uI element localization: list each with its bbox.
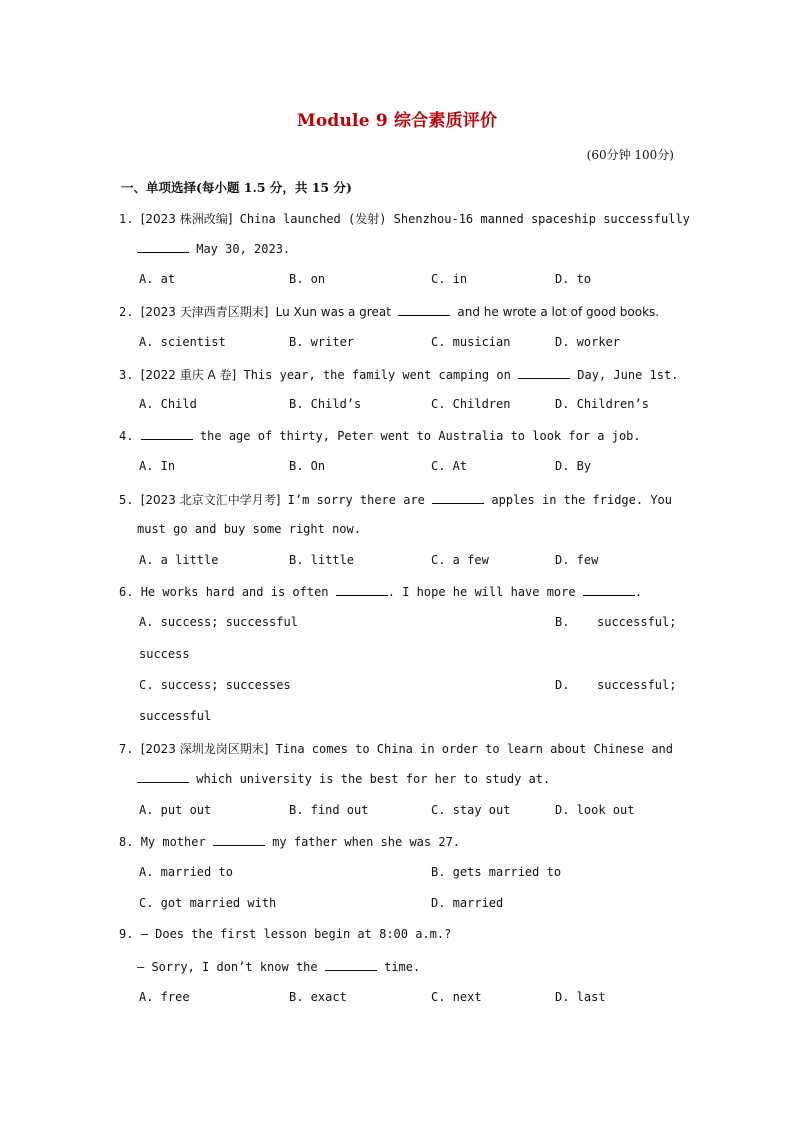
answer-blank[interactable] <box>336 584 388 596</box>
option-b[interactable]: B. Child’s <box>289 397 362 411</box>
option-c[interactable]: C. success; successes <box>139 678 291 692</box>
question-text: This year, the family went camping on <box>243 368 511 382</box>
question-text: my father when she was 27. <box>272 835 461 849</box>
option-d-continued: successful <box>139 709 212 723</box>
question-9-continued <box>137 959 420 974</box>
option-b[interactable]: B. find out <box>289 803 369 817</box>
question-text: Day, June 1st. <box>577 368 679 382</box>
question-text: My mother <box>140 835 206 849</box>
option-b[interactable]: B. exact <box>289 990 347 1004</box>
question-8 <box>119 834 460 849</box>
option-a[interactable]: A. put out <box>139 803 212 817</box>
option-c[interactable]: C. next <box>431 990 482 1004</box>
question-number: 7. <box>119 742 134 756</box>
page-title: Module 9 综合素质评价 <box>296 111 498 131</box>
option-d[interactable]: D. last <box>555 990 606 1004</box>
question-source: [2023 株洲改编] <box>140 212 233 226</box>
question-text: Tina comes to China in order to learn about Chinese and <box>275 742 673 756</box>
option-b-letter[interactable]: B. <box>555 615 570 629</box>
question-text: China launched (发射) Shenzhou-16 manned spaceship successfully <box>239 212 690 226</box>
option-a[interactable]: A. at <box>139 272 176 286</box>
question-source: [2022 重庆 A 卷] <box>140 368 237 382</box>
option-c[interactable]: C. stay out <box>431 803 511 817</box>
question-5-continued: must go and buy some right now. <box>137 522 361 536</box>
question-source: [2023 深圳龙岗区期末] <box>140 742 269 756</box>
section-heading: 一、单项选择(每小题 1.5 分，共 15 分) <box>121 180 352 195</box>
time-score-info: (60分钟 100分) <box>586 148 674 162</box>
option-b[interactable]: B. on <box>289 272 326 286</box>
option-c[interactable]: C. got married with <box>139 896 277 910</box>
question-text: and he wrote a lot of good books. <box>457 305 660 319</box>
question-2 <box>119 303 659 320</box>
question-7-continued <box>137 771 550 786</box>
option-b[interactable]: B. gets married to <box>431 865 562 879</box>
question-text: time. <box>384 960 421 974</box>
option-d[interactable]: successful; <box>597 678 677 692</box>
question-7 <box>119 740 673 757</box>
question-text: . <box>634 585 643 599</box>
answer-blank[interactable] <box>141 428 193 440</box>
answer-blank[interactable] <box>583 584 635 596</box>
question-number: 3. <box>119 368 134 382</box>
question-number: 1. <box>119 212 134 226</box>
option-a[interactable]: A. Child <box>139 397 197 411</box>
answer-blank[interactable] <box>213 834 265 846</box>
question-text: apples in the fridge. You <box>491 493 673 507</box>
option-a[interactable]: A. success; successful <box>139 615 298 629</box>
option-a[interactable]: A. In <box>139 459 176 473</box>
option-a[interactable]: A. scientist <box>139 335 226 349</box>
option-d[interactable]: D. Children’s <box>555 397 649 411</box>
question-source: [2023 北京文汇中学月考] <box>140 493 281 507</box>
question-5 <box>119 491 672 508</box>
answer-blank[interactable] <box>325 959 377 971</box>
question-number: 2. <box>119 305 134 319</box>
question-9 <box>119 927 451 941</box>
answer-blank[interactable] <box>137 241 189 253</box>
option-d[interactable]: D. look out <box>555 803 635 817</box>
option-a[interactable]: A. a little <box>139 553 219 567</box>
question-text: — Does the first lesson begin at 8:00 a.m.? <box>140 927 452 941</box>
question-number: 9. <box>119 927 134 941</box>
option-b-continued: success <box>139 647 190 661</box>
question-text: . I hope he will have more <box>387 585 576 599</box>
question-number: 5. <box>119 493 134 507</box>
question-text: Lu Xun was a great <box>275 305 391 319</box>
option-c[interactable]: C. in <box>431 272 468 286</box>
option-a[interactable]: A. married to <box>139 865 233 879</box>
question-text: May 30, 2023. <box>196 242 291 256</box>
option-b[interactable]: successful; <box>597 615 677 629</box>
option-d[interactable]: D. to <box>555 272 592 286</box>
option-b[interactable]: B. little <box>289 553 355 567</box>
option-a[interactable]: A. free <box>139 990 190 1004</box>
option-c[interactable]: C. Children <box>431 397 511 411</box>
option-d[interactable]: D. few <box>555 553 599 567</box>
question-number: 6. <box>119 585 134 599</box>
answer-blank[interactable] <box>398 304 450 316</box>
question-text: which university is the best for her to study at. <box>196 772 551 786</box>
question-text: the age of thirty, Peter went to Australia to look for a job. <box>199 429 641 443</box>
option-c[interactable]: C. a few <box>431 553 489 567</box>
question-text: — Sorry, I don’t know the <box>137 960 318 974</box>
option-b[interactable]: B. writer <box>289 335 355 349</box>
answer-blank[interactable] <box>432 492 484 504</box>
option-c[interactable]: C. musician <box>431 335 511 349</box>
question-1 <box>119 210 690 227</box>
question-text: I’m sorry there are <box>287 493 425 507</box>
question-text: He works hard and is often <box>140 585 329 599</box>
question-1-continued <box>137 241 290 256</box>
question-source: [2023 天津西青区期末] <box>140 305 269 319</box>
option-d[interactable]: D. married <box>431 896 504 910</box>
option-c[interactable]: C. At <box>431 459 468 473</box>
option-b[interactable]: B. On <box>289 459 326 473</box>
question-3 <box>119 366 678 383</box>
question-number: 8. <box>119 835 134 849</box>
question-number: 4. <box>119 429 134 443</box>
question-6 <box>119 584 642 599</box>
option-d[interactable]: D. worker <box>555 335 621 349</box>
answer-blank[interactable] <box>518 367 570 379</box>
option-d-letter[interactable]: D. <box>555 678 570 692</box>
option-d[interactable]: D. By <box>555 459 592 473</box>
answer-blank[interactable] <box>137 771 189 783</box>
question-4 <box>119 428 641 443</box>
